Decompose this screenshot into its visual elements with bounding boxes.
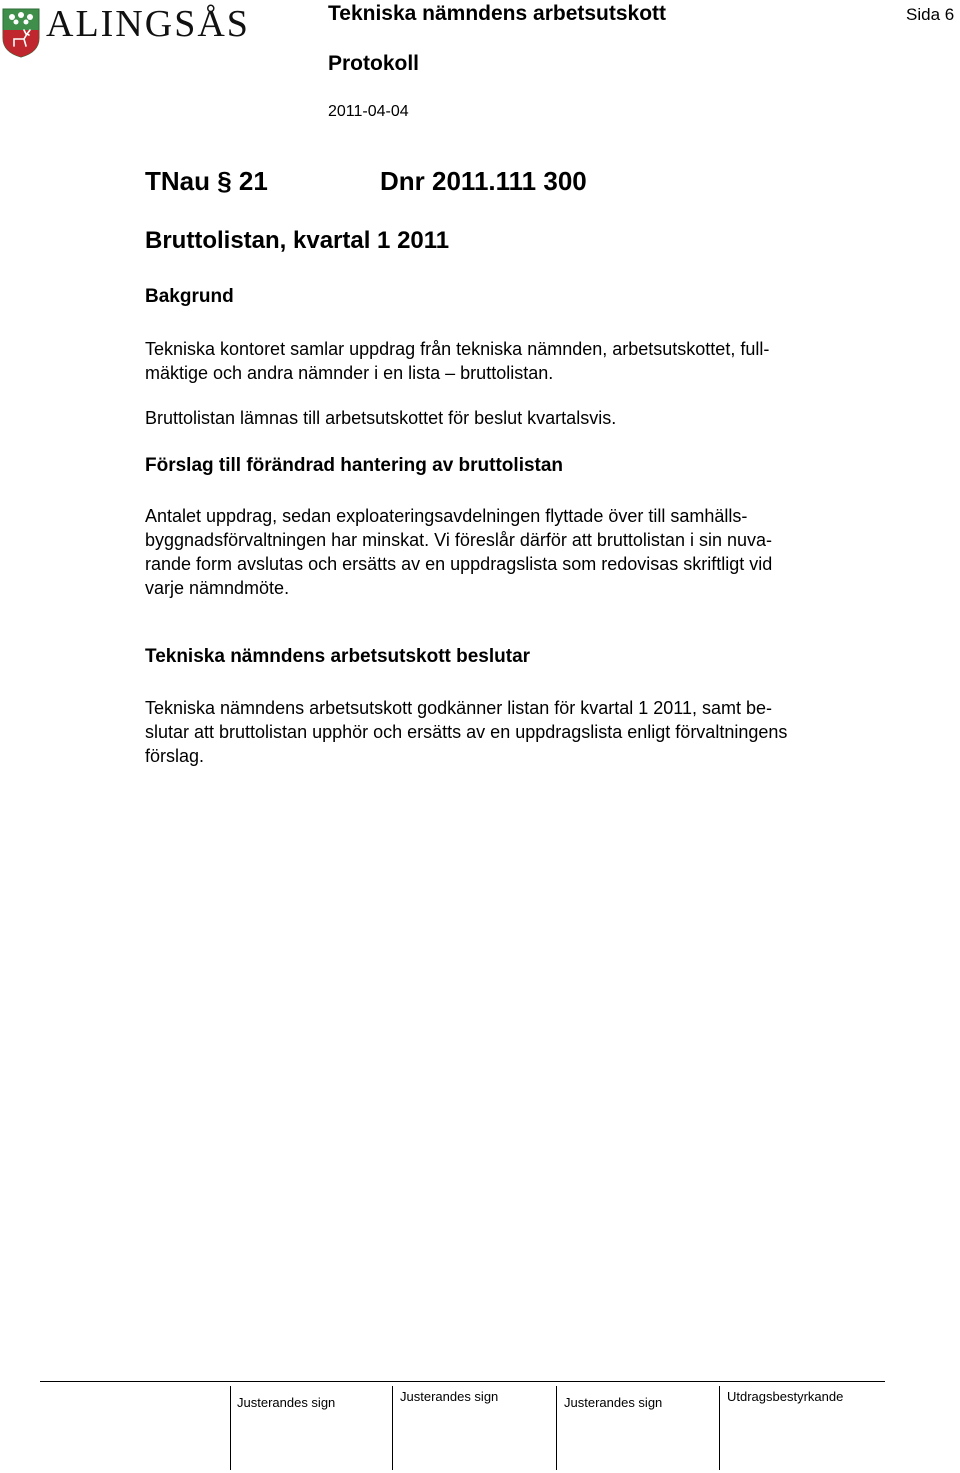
- signature-separator: [230, 1386, 231, 1470]
- footer-divider: [40, 1381, 885, 1382]
- background-paragraph-2: Bruttolistan lämnas till arbetsutskottet för beslut kvartalsvis.: [145, 408, 617, 428]
- case-dnr: Dnr 2011.111 300: [380, 166, 587, 196]
- signature-separator: [556, 1386, 557, 1470]
- case-paragraph: TNau § 21: [145, 166, 268, 196]
- document-type: Protokoll: [328, 52, 420, 75]
- committee-title: Tekniska nämndens arbetsutskott: [328, 2, 667, 25]
- text-line: byggnadsförvaltningen har minskat. Vi föreslår därför att bruttolistan i sin nuva-: [145, 530, 772, 550]
- case-title: Bruttolistan, kvartal 1 2011: [145, 227, 450, 254]
- signature-label-3: Justerandes sign: [564, 1395, 663, 1410]
- text-line: Tekniska kontoret samlar uppdrag från tekniska nämnden, arbetsutskottet, full-: [145, 339, 770, 359]
- logo-text: ALINGSÅS: [46, 3, 250, 45]
- text-line: varje nämndmöte.: [145, 578, 290, 598]
- page-number: Sida 6: [906, 5, 955, 24]
- coat-of-arms-icon: [2, 8, 40, 58]
- text-line: Antalet uppdrag, sedan exploateringsavdelningen flyttade över till samhälls-: [145, 506, 748, 526]
- decision-paragraph: [145, 696, 787, 768]
- signature-separator: [719, 1386, 720, 1470]
- extract-certification-label: Utdragsbestyrkande: [727, 1389, 844, 1404]
- decision-heading: Tekniska nämndens arbetsutskott beslutar: [145, 646, 531, 667]
- text-line: förslag.: [145, 746, 205, 766]
- background-heading: Bakgrund: [145, 286, 234, 307]
- signature-label-2: Justerandes sign: [400, 1389, 499, 1404]
- background-paragraph: [145, 337, 769, 385]
- meeting-date: 2011-04-04: [328, 103, 409, 120]
- text-line: slutar att bruttolistan upphör och ersätts av en uppdragslista enligt förvaltningens: [145, 722, 788, 742]
- text-line: rande form avslutas och ersätts av en uppdragslista som redovisas skriftligt vid: [145, 554, 773, 574]
- proposal-heading: Förslag till förändrad hantering av bruttolistan: [145, 455, 564, 476]
- signature-label-1: Justerandes sign: [237, 1395, 336, 1410]
- text-line: mäktige och andra nämnder i en lista – bruttolistan.: [145, 363, 554, 383]
- proposal-paragraph: [145, 504, 772, 600]
- signature-separator: [392, 1386, 393, 1470]
- text-line: Tekniska nämndens arbetsutskott godkänner listan för kvartal 1 2011, samt be-: [145, 698, 773, 718]
